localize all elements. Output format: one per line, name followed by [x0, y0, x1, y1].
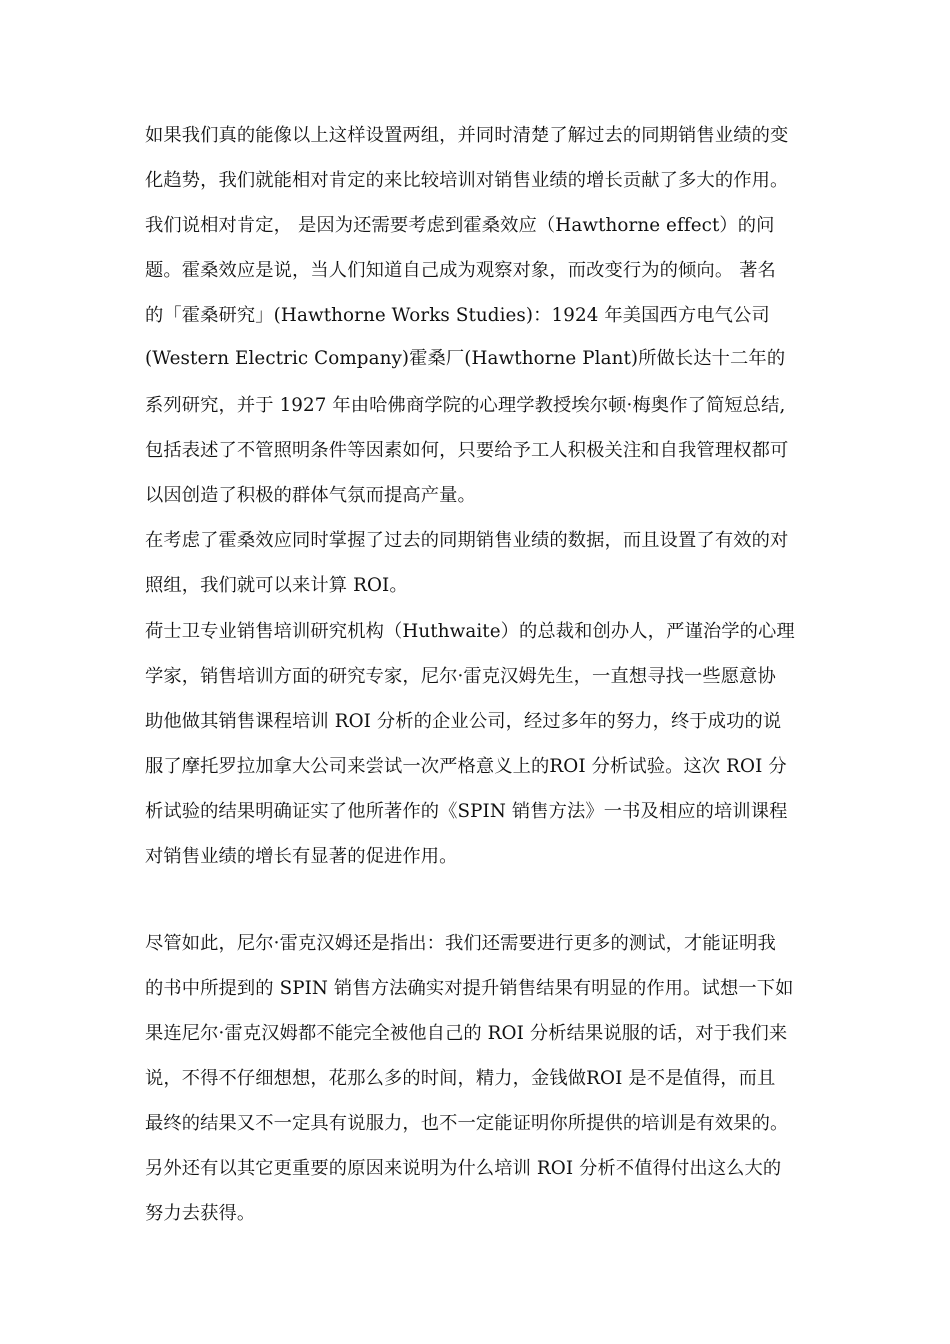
paragraph-line: 助他做其销售课程培训 ROI 分析的企业公司，经过多年的努力，终于成功的说: [145, 711, 782, 732]
paragraph-line: 化趋势，我们就能相对肯定的来比较培训对销售业绩的增长贡献了多大的作用。: [145, 170, 789, 191]
paragraph-line: 包括表述了不管照明条件等因素如何，只要给予工人积极关注和自我管理权都可: [145, 440, 789, 461]
paragraph-line: 系列研究，并于 1927 年由哈佛商学院的心理学教授埃尔顿·梅奥作了简短总结,: [145, 395, 786, 416]
paragraph-line: 的书中所提到的 SPIN 销售方法确实对提升销售结果有明显的作用。试想一下如: [145, 978, 794, 999]
paragraph-line: 以因创造了积极的群体气氛而提高产量。: [145, 485, 476, 506]
paragraph-line: 照组，我们就可以来计算 ROI。: [145, 575, 408, 596]
paragraph-line: (Western Electric Company)霍桑厂(Hawthorne Plant)所做长达十二年的: [145, 348, 786, 369]
paragraph-line: 在考虑了霍桑效应同时掌握了过去的同期销售业绩的数据，而且设置了有效的对: [145, 530, 789, 551]
paragraph-line: 题。霍桑效应是说，当人们知道自己成为观察对象，而改变行为的倾向。 著名: [145, 260, 776, 281]
paragraph-line: 果连尼尔·雷克汉姆都不能完全被他自己的 ROI 分析结果说服的话，对于我们来: [145, 1023, 788, 1044]
paragraph-line: 最终的结果又不一定具有说服力，也不一定能证明你所提供的培训是有效果的。: [145, 1113, 789, 1134]
paragraph-line: 努力去获得。: [145, 1203, 256, 1224]
paragraph-line: 尽管如此，尼尔·雷克汉姆还是指出：我们还需要进行更多的测试，才能证明我: [145, 933, 776, 954]
paragraph-line: 学家，销售培训方面的研究专家，尼尔·雷克汉姆先生，一直想寻找一些愿意协: [145, 666, 776, 687]
paragraph-line: 如果我们真的能像以上这样设置两组，并同时清楚了解过去的同期销售业绩的变: [145, 125, 789, 146]
paragraph-line: 服了摩托罗拉加拿大公司来尝试一次严格意义上的ROI 分析试验。这次 ROI 分: [145, 756, 787, 777]
paragraph-line: 荷士卫专业销售培训研究机构（Huthwaite）的总裁和创办人，严谨治学的心理: [145, 621, 795, 642]
paragraph-line: 我们说相对肯定， 是因为还需要考虑到霍桑效应（Hawthorne effect）的问: [145, 215, 775, 236]
paragraph-line: 的「霍桑研究」(Hawthorne Works Studies)：1924 年美国西方电气公司: [145, 305, 770, 326]
paragraph-line: 析试验的结果明确证实了他所著作的《SPIN 销售方法》一书及相应的培训课程: [145, 801, 788, 822]
paragraph-line: 对销售业绩的增长有显著的促进作用。: [145, 846, 458, 867]
paragraph-line: 说，不得不仔细想想，花那么多的时间，精力，金钱做ROI 是不是值得，而且: [145, 1068, 776, 1089]
paragraph-line: 另外还有以其它更重要的原因来说明为什么培训 ROI 分析不值得付出这么大的: [145, 1158, 782, 1179]
